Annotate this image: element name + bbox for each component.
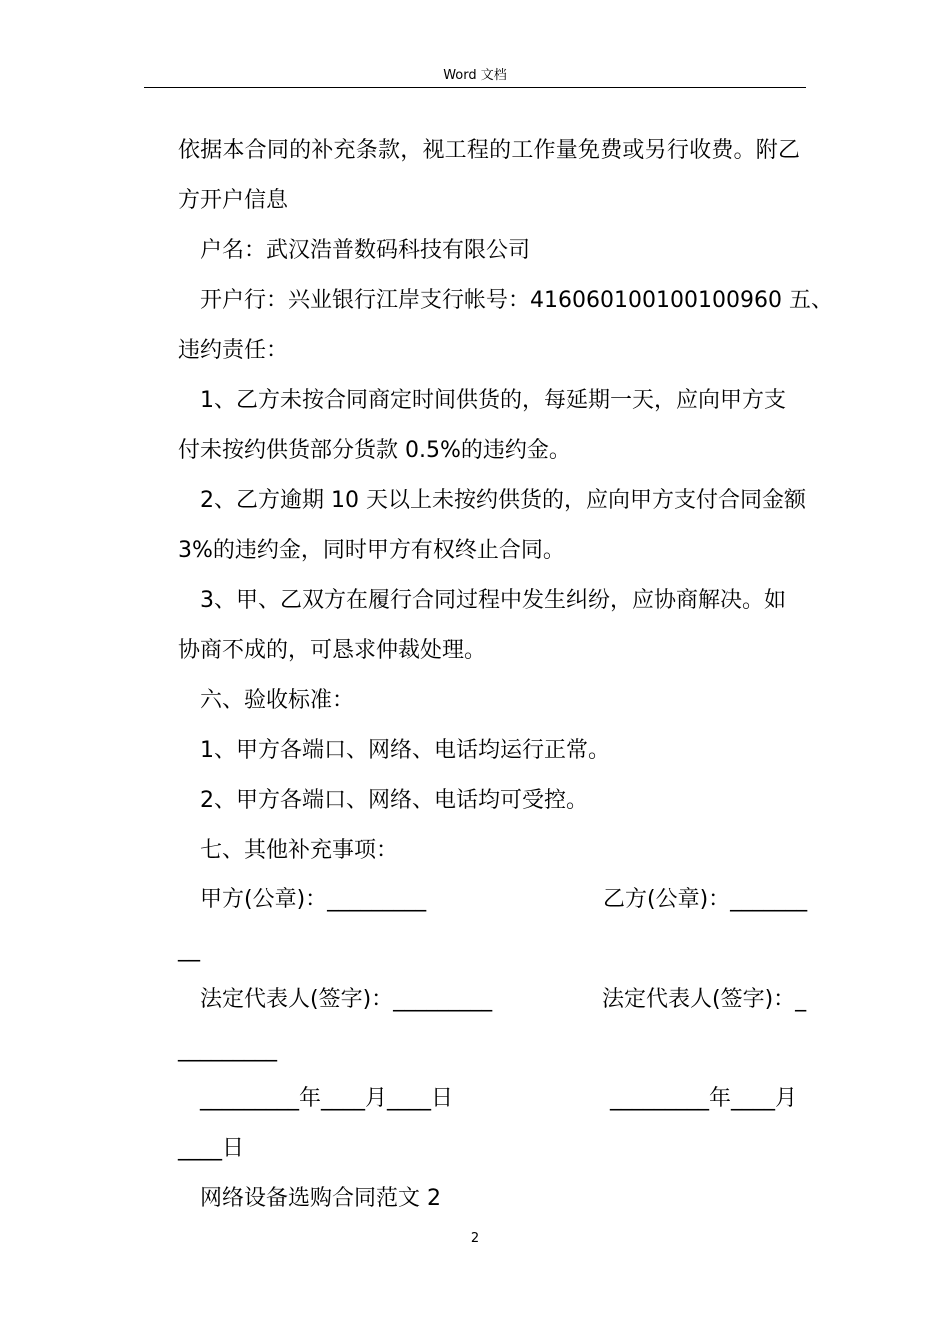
section-title: 六、验收标准： <box>200 688 355 713</box>
next-document-title: 网络设备选购合同范文 2 <box>200 1186 441 1211</box>
list-item: 3、甲、乙双方在履行合同过程中发生纠纷，应协商解决。如 <box>200 588 786 613</box>
party-b-date-continued: ____日 <box>178 1136 245 1161</box>
header-divider <box>144 87 806 88</box>
paragraph-line: 方开户信息 <box>178 188 289 213</box>
list-item: 2、甲方各端口、网络、电话均可受控。 <box>200 788 588 813</box>
page-number: 2 <box>470 1231 480 1246</box>
party-a-seal: 甲方(公章)：_________ <box>200 887 427 912</box>
party-b-representative: 法定代表人(签字)：_ <box>602 987 807 1012</box>
paragraph-line: 依据本合同的补充条款，视工程的工作量免费或另行收费。附乙 <box>178 138 800 163</box>
header-title: Word 文档 <box>443 68 507 83</box>
account-name: 户名：武汉浩普数码科技有限公司 <box>200 238 531 263</box>
party-b-seal-continued: __ <box>178 937 200 962</box>
bank-info: 开户行：兴业银行江岸支行帐号：416060100100100960 五、 <box>200 288 833 313</box>
list-item: 付未按约供货部分货款 0.5%的违约金。 <box>178 438 571 463</box>
party-b-date: _________年____月 <box>610 1086 798 1111</box>
list-item: 2、乙方逾期 10 天以上未按约供货的，应向甲方支付合同金额 <box>200 488 806 513</box>
list-item: 3%的违约金，同时甲方有权终止合同。 <box>178 538 565 563</box>
party-a-representative: 法定代表人(签字)：_________ <box>200 987 493 1012</box>
list-item: 1、甲方各端口、网络、电话均运行正常。 <box>200 738 610 763</box>
list-item: 协商不成的，可恳求仲裁处理。 <box>178 638 487 663</box>
party-a-date: _________年____月____日 <box>200 1086 454 1111</box>
section-title: 违约责任： <box>178 338 289 363</box>
list-item: 1、乙方未按合同商定时间供货的，每延期一天，应向甲方支 <box>200 388 786 413</box>
section-title: 七、其他补充事项： <box>200 838 399 863</box>
party-b-representative-continued: _________ <box>178 1037 277 1062</box>
party-b-seal: 乙方(公章)：_______ <box>603 887 808 912</box>
